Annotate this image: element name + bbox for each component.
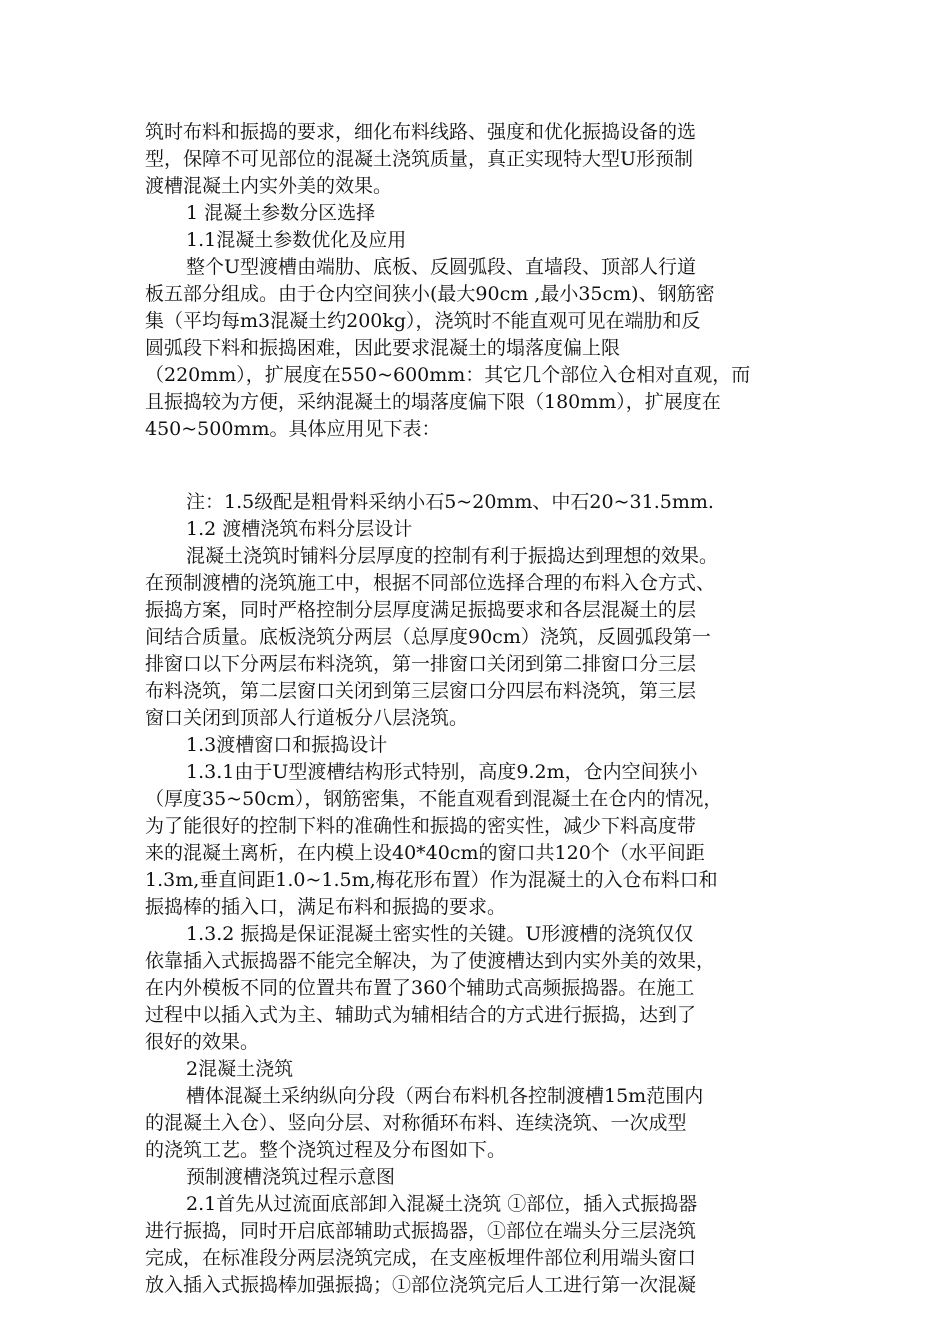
text-line: 过程中以插入式为主、辅助式为辅相结合的方式进行振捣，达到了: [145, 1004, 697, 1026]
text-line: 振捣方案，同时严格控制分层厚度满足振捣要求和各层混凝土的层: [145, 599, 697, 621]
text-line: 的混凝土入仓）、竖向分层、对称循环布料、连续浇筑、一次成型: [145, 1112, 687, 1134]
text-line: 型，保障不可见部位的混凝土浇筑质量，真正实现特大型U形预制: [145, 148, 694, 170]
text-line: 1.3m,垂直间距1.0~1.5m,梅花形布置）作为混凝土的入仓布料口和: [145, 869, 718, 891]
text-line: 1.2 渡槽浇筑布料分层设计: [186, 518, 413, 540]
text-line: 1.3.1由于U型渡槽结构形式特别，高度9.2m，仓内空间狭小: [186, 761, 698, 783]
text-line: （厚度35~50cm），钢筋密集，不能直观看到混凝土在仓内的情况，: [145, 788, 723, 810]
text-line: 为了能很好的控制下料的准确性和振捣的密实性，减少下料高度带: [145, 815, 697, 837]
text-line: 的浇筑工艺。整个浇筑过程及分布图如下。: [145, 1139, 507, 1161]
text-line: 渡槽混凝土内实外美的效果。: [145, 175, 393, 197]
text-line: 注：1.5级配是粗骨料采纳小石5~20mm、中石20~31.5mm.: [186, 491, 714, 513]
text-line: 1.3.2 振捣是保证混凝土密实性的关键。U形渡槽的浇筑仅仅: [186, 923, 694, 945]
text-line: 窗口关闭到顶部人行道板分八层浇筑。: [145, 707, 469, 729]
text-line: 间结合质量。底板浇筑分两层（总厚度90cm）浇筑，反圆弧段第一: [145, 626, 711, 648]
text-line: （220mm），扩展度在550~600mm：其它几个部位入仓相对直观，而: [145, 364, 751, 386]
text-line: 在预制渡槽的浇筑施工中，根据不同部位选择合理的布料入仓方式、: [145, 572, 716, 594]
text-line: 完成，在标准段分两层浇筑完成，在支座板埋件部位利用端头窗口: [145, 1247, 697, 1269]
text-line: 1 混凝土参数分区选择: [186, 202, 376, 224]
text-line: 依靠插入式振捣器不能完全解决，为了使渡槽达到内实外美的效果，: [145, 950, 716, 972]
text-line: 450~500mm。具体应用见下表：: [145, 418, 441, 440]
text-line: 布料浇筑，第二层窗口关闭到第三层窗口分四层布料浇筑，第三层: [145, 680, 697, 702]
text-line: 很好的效果。: [145, 1031, 260, 1053]
text-line: 筑时布料和振捣的要求，细化布料线路、强度和优化振捣设备的选: [145, 121, 697, 143]
text-line: 2.1首先从过流面底部卸入混凝土浇筑 ①部位，插入式振捣器: [186, 1193, 698, 1215]
text-line: 排窗口以下分两层布料浇筑，第一排窗口关闭到第二排窗口分三层: [145, 653, 697, 675]
text-line: 1.3渡槽窗口和振捣设计: [186, 734, 388, 756]
text-line: 2混凝土浇筑: [186, 1058, 294, 1080]
text-line: 集（平均每m3混凝土约200kg），浇筑时不能直观可见在端肋和反: [145, 310, 701, 332]
text-line: 预制渡槽浇筑过程示意图: [186, 1166, 396, 1188]
text-line: 板五部分组成。由于仓内空间狭小(最大90cm ,最小35cm)、钢筋密: [145, 283, 715, 305]
text-line: 圆弧段下料和振捣困难，因此要求混凝土的塌落度偏上限: [145, 337, 621, 359]
text-line: 振捣棒的插入口，满足布料和振捣的要求。: [145, 896, 507, 918]
text-line: 进行振捣，同时开启底部辅助式振捣器，①部位在端头分三层浇筑: [145, 1220, 697, 1242]
document-body: [145, 119, 805, 1299]
table-gap: [145, 443, 805, 489]
text-line: 且振捣较为方便，采纳混凝土的塌落度偏下限（180mm），扩展度在: [145, 391, 721, 413]
text-line: 槽体混凝土采纳纵向分段（两台布料机各控制渡槽15m范围内: [186, 1085, 704, 1107]
text-line: 1.1混凝土参数优化及应用: [186, 229, 407, 251]
text-line: 放入插入式振捣棒加强振捣；①部位浇筑完后人工进行第一次混凝: [145, 1274, 697, 1296]
text-line: 来的混凝土离析，在内模上设40*40cm的窗口共120个（水平间距: [145, 842, 705, 864]
text-line: 在内外模板不同的位置共布置了360个辅助式高频振捣器。在施工: [145, 977, 695, 999]
text-line: 整个U型渡槽由端肋、底板、反圆弧段、直墙段、顶部人行道: [186, 256, 697, 278]
text-line: 混凝土浇筑时铺料分层厚度的控制有利于振捣达到理想的效果。: [186, 545, 719, 567]
